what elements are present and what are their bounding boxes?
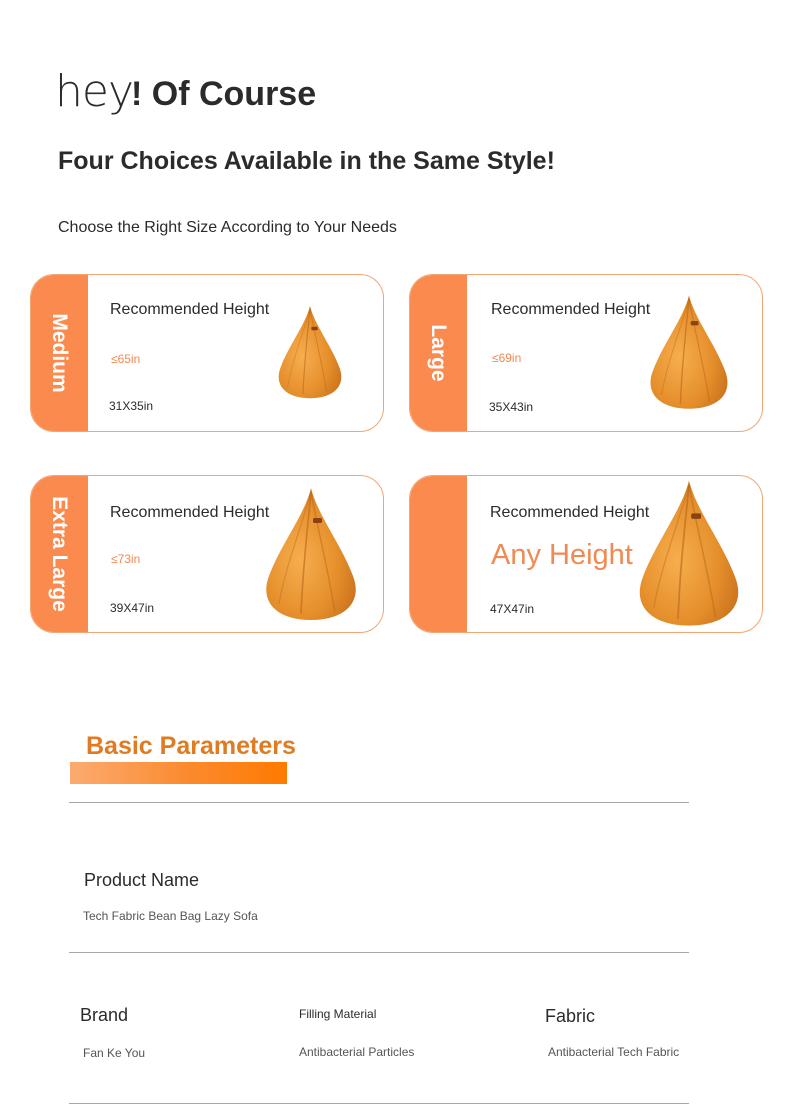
recommended-height-label: Recommended Height <box>490 504 650 521</box>
size-dimensions: 31X35in <box>109 399 154 413</box>
size-card-medium[interactable] <box>30 274 384 432</box>
size-tab-label: Medium <box>48 313 71 393</box>
divider <box>69 952 689 953</box>
size-tab <box>31 275 88 431</box>
size-dimensions: 39X47in <box>110 601 155 615</box>
size-tab <box>31 476 88 632</box>
size-tab-label: Extra Large <box>48 496 71 612</box>
recommended-height-value: ≤65in <box>111 352 141 366</box>
size-card-extra-large[interactable] <box>30 475 384 633</box>
size-tab <box>410 476 467 632</box>
filling-material-value: Antibacterial Particles <box>299 1045 415 1059</box>
size-dimensions: 47X47in <box>490 602 535 616</box>
size-card-xxl[interactable] <box>409 475 763 633</box>
divider <box>69 802 689 803</box>
size-card-large[interactable] <box>409 274 763 432</box>
basic-parameters-title: Basic Parameters <box>86 732 296 760</box>
hey-heading: hey <box>55 66 133 117</box>
size-tab <box>410 275 467 431</box>
choose-size-subline: Choose the Right Size According to Your Needs <box>58 219 397 236</box>
bean-bag-image <box>259 484 363 624</box>
brand-value: Fan Ke You <box>83 1046 146 1060</box>
brand-label: Brand <box>80 1005 129 1025</box>
recommended-height-label: Recommended Height <box>491 301 651 318</box>
recommended-height-value: ≤69in <box>492 351 522 365</box>
recommended-height-label: Recommended Height <box>110 301 270 318</box>
recommended-height-label: Recommended Height <box>110 504 270 521</box>
bean-bag-image <box>275 303 345 401</box>
product-name-value: Tech Fabric Bean Bag Lazy Sofa <box>83 909 258 923</box>
recommended-height-value: ≤73in <box>111 552 141 566</box>
fabric-value: Antibacterial Tech Fabric <box>548 1045 680 1059</box>
fabric-label: Fabric <box>545 1006 596 1026</box>
section-title-underline <box>70 762 287 784</box>
choices-headline: Four Choices Available in the Same Style! <box>58 147 555 175</box>
bean-bag-image <box>634 476 744 630</box>
recommended-height-value: Any Height <box>491 539 633 571</box>
size-dimensions: 35X43in <box>489 400 534 414</box>
bean-bag-image <box>646 291 732 413</box>
divider <box>69 1103 689 1104</box>
of-course-heading: ! Of Course <box>131 75 317 113</box>
product-name-label: Product Name <box>84 870 200 890</box>
filling-material-label: Filling Material <box>299 1007 377 1021</box>
size-tab-label: Large <box>427 324 450 382</box>
